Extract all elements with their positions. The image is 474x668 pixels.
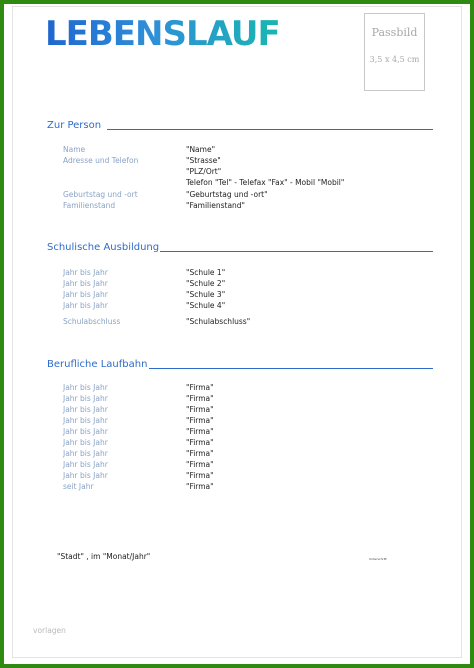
career-row: [0, 448, 474, 459]
career-row-label: Jahr bis Jahr: [63, 460, 108, 469]
career-row: [0, 404, 474, 415]
career-row-label: Jahr bis Jahr: [63, 405, 108, 414]
photo-placeholder-size: 3,5 x 4,5 cm: [369, 55, 420, 64]
person-row-value: "Strasse": [186, 156, 221, 165]
person-row: [0, 144, 474, 155]
section-rule-person: [107, 129, 433, 130]
person-row-value: "Name": [186, 145, 216, 154]
career-row-label: Jahr bis Jahr: [63, 416, 108, 425]
career-row-value: "Firma": [186, 438, 214, 447]
person-row-value: "Geburtstag und -ort": [186, 190, 268, 199]
career-row-value: "Firma": [186, 482, 214, 491]
school-row-label: Schulabschluss: [63, 317, 121, 326]
career-row: [0, 470, 474, 481]
watermark: vorlagen: [33, 626, 66, 635]
person-row: [0, 177, 474, 188]
section-rule-career: [149, 368, 433, 369]
person-row-value: Telefon "Tel" - Telefax "Fax" - Mobil "Mobil": [186, 178, 345, 187]
place-date-line: "Stadt" , im "Monat/Jahr": [57, 552, 151, 561]
school-row-value: "Schule 3": [186, 290, 226, 299]
career-row-value: "Firma": [186, 416, 214, 425]
school-row: [0, 267, 474, 278]
person-row-label: Adresse und Telefon: [63, 156, 139, 165]
career-row-value: "Firma": [186, 405, 214, 414]
person-row: [0, 155, 474, 166]
career-row-value: "Firma": [186, 471, 214, 480]
school-row: [0, 316, 474, 327]
career-row: [0, 437, 474, 448]
section-heading-person: Zur Person: [47, 120, 102, 131]
career-row-label: Jahr bis Jahr: [63, 394, 108, 403]
school-row-label: Jahr bis Jahr: [63, 301, 108, 310]
person-row: [0, 200, 474, 211]
person-row-value: "Familienstand": [186, 201, 246, 210]
section-heading-career: Berufliche Laufbahn: [47, 359, 148, 370]
career-row-label: Jahr bis Jahr: [63, 449, 108, 458]
person-row: [0, 189, 474, 200]
school-row-label: Jahr bis Jahr: [63, 279, 108, 288]
career-row-value: "Firma": [186, 460, 214, 469]
career-row-value: "Firma": [186, 449, 214, 458]
career-row: [0, 481, 474, 492]
school-row-value: "Schule 4": [186, 301, 226, 310]
person-row-label: Geburtstag und -ort: [63, 190, 138, 199]
person-row-label: Name: [63, 145, 86, 154]
school-row: [0, 300, 474, 311]
career-row-label: Jahr bis Jahr: [63, 427, 108, 436]
person-row-value: "PLZ/Ort": [186, 167, 222, 176]
photo-placeholder-label: Passbild: [371, 26, 418, 39]
career-row-label: Jahr bis Jahr: [63, 383, 108, 392]
school-row: [0, 289, 474, 300]
signature-label: Unterschrift: [369, 557, 387, 561]
school-row: [0, 278, 474, 289]
career-row-label: Jahr bis Jahr: [63, 471, 108, 480]
school-row-label: Jahr bis Jahr: [63, 290, 108, 299]
person-row: [0, 166, 474, 177]
career-row-label: Jahr bis Jahr: [63, 438, 108, 447]
school-row-value: "Schule 2": [186, 279, 226, 288]
career-row: [0, 415, 474, 426]
career-row-value: "Firma": [186, 394, 214, 403]
school-row-value: "Schulabschluss": [186, 317, 251, 326]
career-row-value: "Firma": [186, 383, 214, 392]
career-row-label: seit Jahr: [63, 482, 94, 491]
career-row: [0, 382, 474, 393]
photo-placeholder: [364, 13, 425, 91]
school-row-label: Jahr bis Jahr: [63, 268, 108, 277]
career-row: [0, 459, 474, 470]
career-row: [0, 393, 474, 404]
person-row-label: Familienstand: [63, 201, 116, 210]
school-row-value: "Schule 1": [186, 268, 226, 277]
section-heading-school: Schulische Ausbildung: [47, 242, 160, 253]
career-row: [0, 426, 474, 437]
section-rule-school: [160, 251, 433, 252]
career-row-value: "Firma": [186, 427, 214, 436]
document-title: LEBENSLAUF: [45, 14, 280, 54]
